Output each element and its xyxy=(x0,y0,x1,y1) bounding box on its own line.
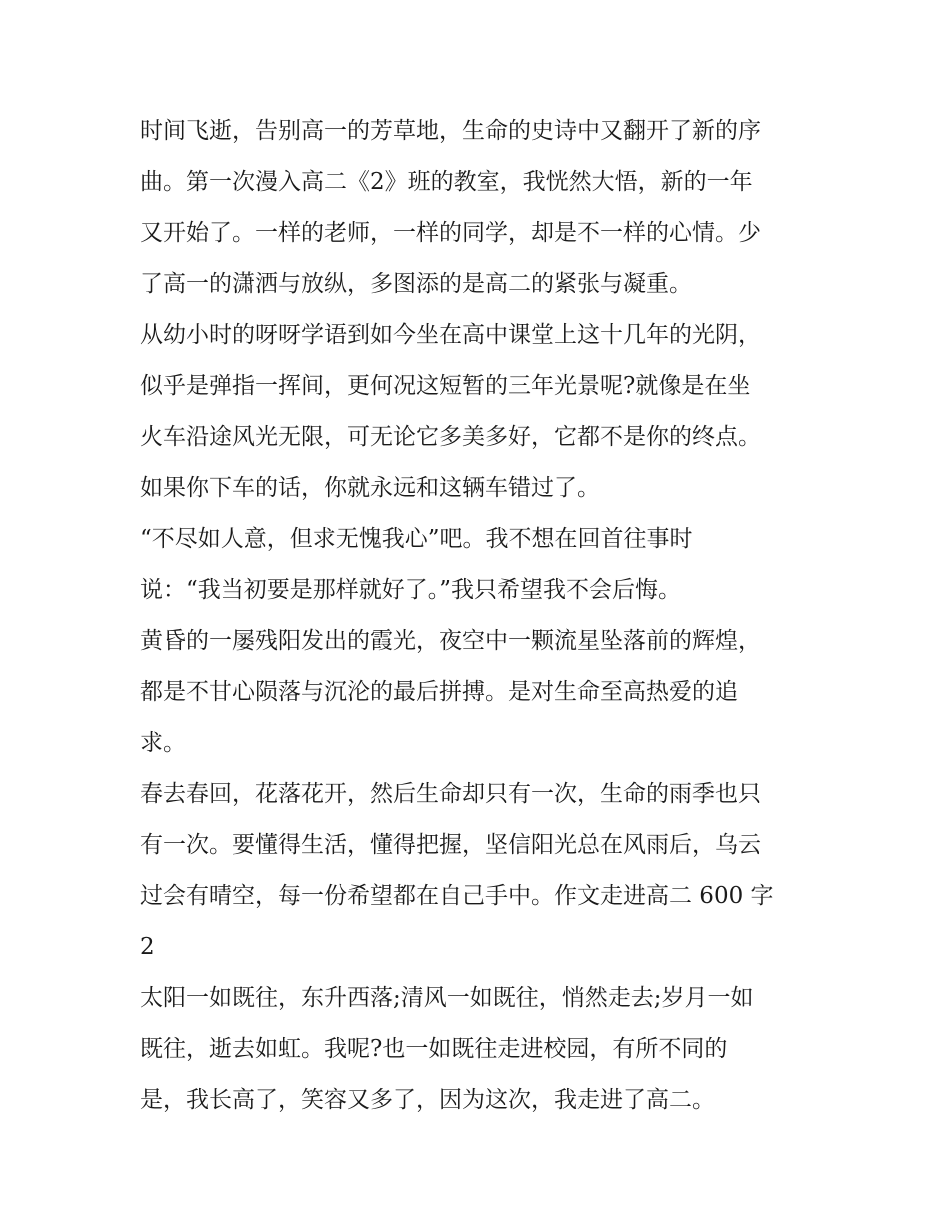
text-line: 求。 xyxy=(140,730,186,756)
text-line: 2 xyxy=(140,934,155,960)
text-line: 如果你下车的话，你就永远和这辆车错过了。 xyxy=(140,475,600,501)
text-line: 了高一的潇洒与放纵，多图添的是高二的紧张与凝重。 xyxy=(140,271,692,297)
text-line: 春去春回，花落花开，然后生命却只有一次，生命的雨季也只 xyxy=(140,781,761,807)
text-line: 曲。第一次漫入高二《2》班的教室，我恍然大悟，新的一年 xyxy=(140,169,753,195)
text-line: 是，我长高了，笑容又多了，因为这次，我走进了高二。 xyxy=(140,1087,715,1113)
text-line: 过会有晴空，每一份希望都在自己手中。作文走进高二 600 字 xyxy=(140,883,774,909)
text-line: 似乎是弹指一挥间，更何况这短暂的三年光景呢?就像是在坐 xyxy=(140,373,751,399)
text-line: 说：“我当初要是那样就好了。”我只希望我不会后悔。 xyxy=(140,577,682,603)
essay-body xyxy=(140,106,820,1126)
text-line: 火车沿途风光无限，可无论它多美多好，它都不是你的终点。 xyxy=(140,424,761,450)
text-line: 太阳一如既往，东升西落;清风一如既往，悄然走去;岁月一如 xyxy=(140,985,754,1011)
text-line: 时间飞逝，告别高一的芳草地，生命的史诗中又翻开了新的序 xyxy=(140,118,761,144)
text-line: 既往，逝去如虹。我呢?也一如既往走进校园，有所不同的 xyxy=(140,1036,728,1062)
text-line: 黄昏的一屡残阳发出的霞光，夜空中一颗流星坠落前的辉煌， xyxy=(140,628,761,654)
text-line: 都是不甘心陨落与沉沦的最后拼搏。是对生命至高热爱的追 xyxy=(140,679,738,705)
text-line: “不尽如人意，但求无愧我心”吧。我不想在回首往事时 xyxy=(140,526,693,552)
text-line: 有一次。要懂得生活，懂得把握，坚信阳光总在风雨后，乌云 xyxy=(140,832,761,858)
text-line: 从幼小时的呀呀学语到如今坐在高中课堂上这十几年的光阴， xyxy=(140,322,761,348)
text-line: 又开始了。一样的老师，一样的同学，却是不一样的心情。少 xyxy=(140,220,761,246)
